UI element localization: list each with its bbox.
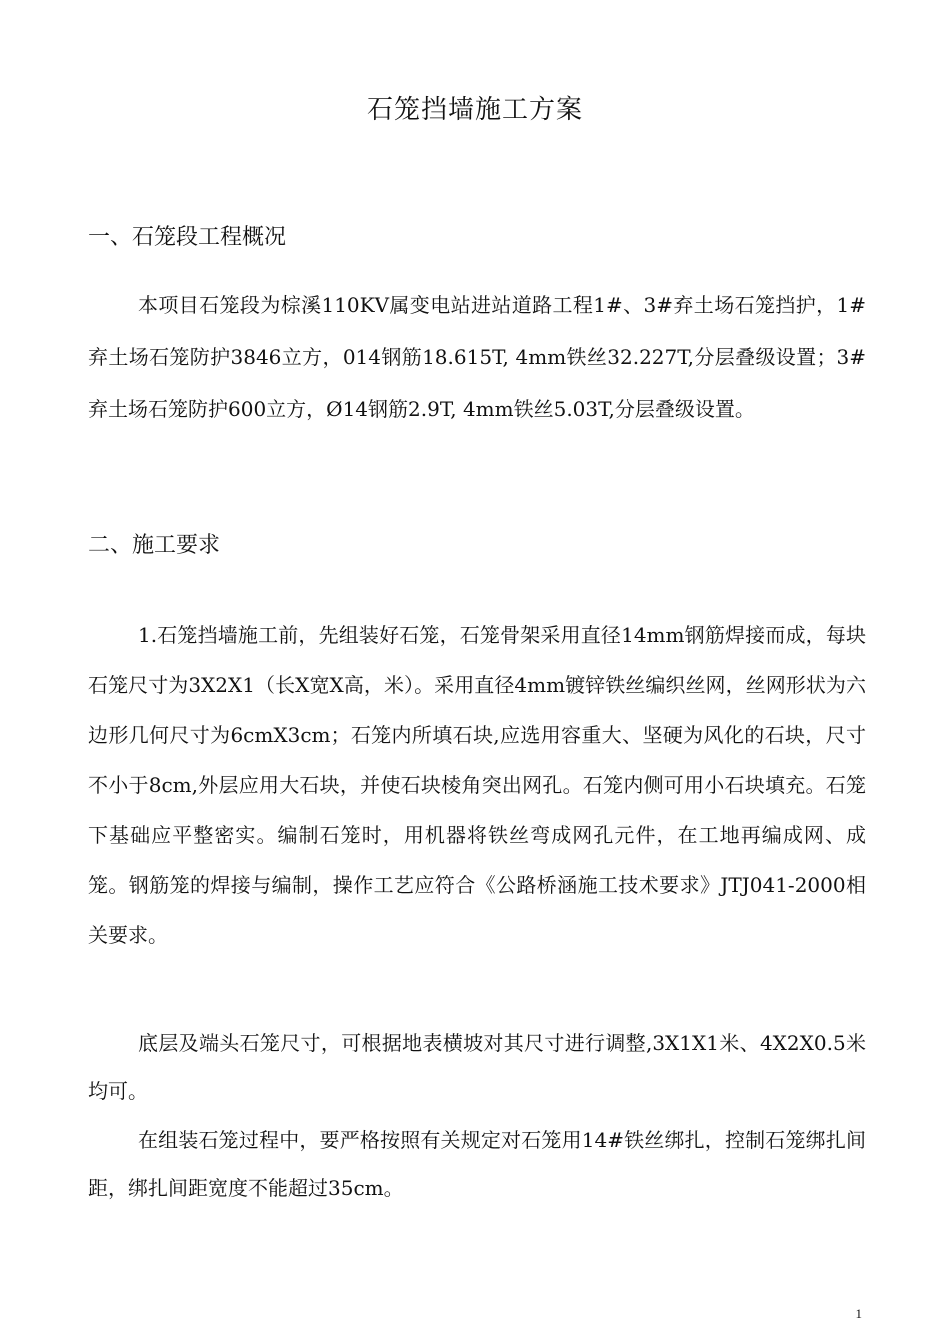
requirement-paragraph-1: 1.石笼挡墙施工前，先组装好石笼，石笼骨架采用直径14mm钢筋焊接而成，每块石笼尺寸为3X2X1（长X宽X高，米）。采用直径4mm镀锌铁丝编织丝网，丝网形状为六边形几何尺寸为6cmX3cm；石笼内所填石块,应选用容重大、坚硬为风化的石块，尺寸不小于8cm,外层应用大石块，并使石块棱角突出网孔。石笼内侧可用小石块填充。石笼下基础应平整密实。编制石笼时，用机器将铁丝弯成网孔元件，在工地再编成网、成笼。钢筋笼的焊接与编制，操作工艺应符合《公路桥涵施工技术要求》JTJ041-2000相关要求。: [88, 623, 866, 947]
page-number: 1: [855, 1306, 862, 1321]
section-heading-overview: 一、石笼段工程概况: [88, 225, 287, 250]
section-heading-requirements: 二、施工要求: [88, 533, 221, 558]
requirement-paragraph-3: 在组装石笼过程中，要严格按照有关规定对石笼用14#铁丝绑扎，控制石笼绑扎间距，绑扎间距宽度不能超过35cm。: [88, 1128, 866, 1200]
overview-paragraph: 本项目石笼段为棕溪110KV属变电站进站道路工程1#、3#弃土场石笼挡护，1#弃土场石笼防护3846立方，014钢筋18.615T, 4mm铁丝32.227T,分层叠级设置；3#弃土场石笼防护600立方，Ø14钢筋2.9T, 4mm铁丝5.03T,分层叠级设置。: [88, 293, 866, 421]
page-title: 石笼挡墙施工方案: [366, 95, 583, 125]
requirement-paragraph-2: 底层及端头石笼尺寸，可根据地表横坡对其尺寸进行调整,3X1X1米、4X2X0.5米均可。: [88, 1031, 866, 1103]
